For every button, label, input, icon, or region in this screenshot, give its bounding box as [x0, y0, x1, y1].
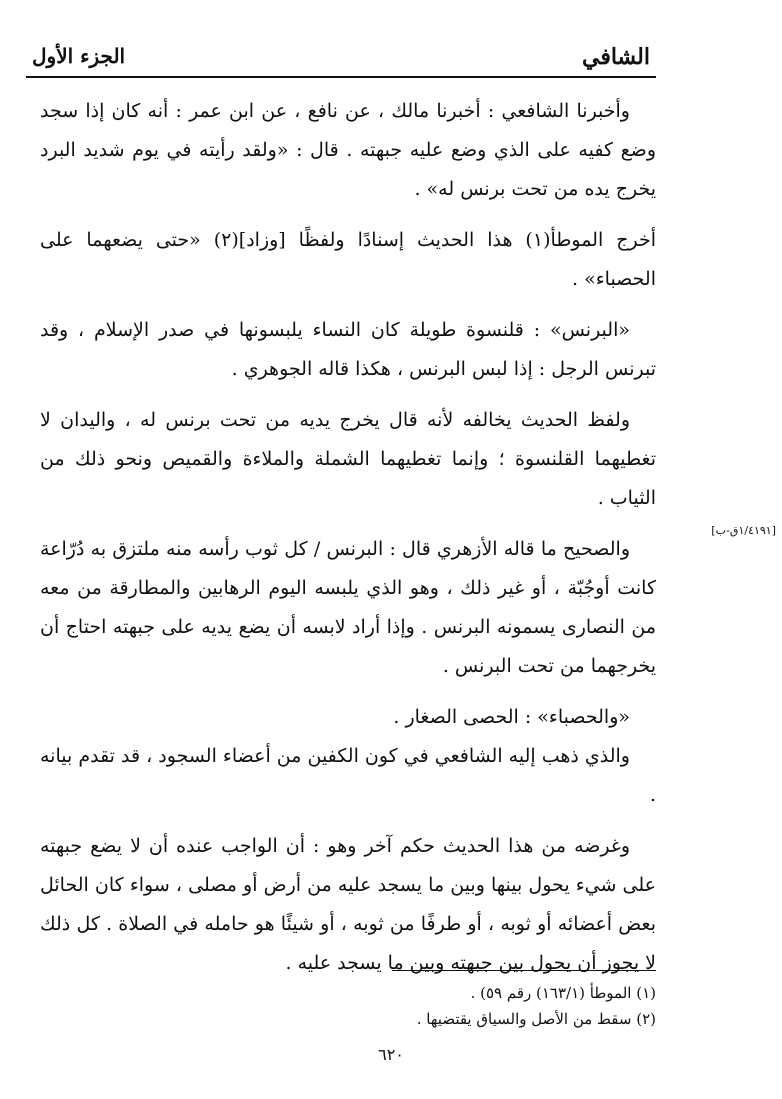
paragraph-7: والذي ذهب إليه الشافعي في كون الكفين من أعضاء السجود ، قد تقدم بيانه . — [40, 745, 656, 806]
footnotes — [40, 980, 656, 1032]
paragraph-8: وغرضه من هذا الحديث حكم آخر وهو : أن الواجب عنده أن لا يضع جبهته على شيء يحول بينها وبين ما يسجد عليه من أرض أو مصلى ، سواء كان الحائل بعض أعضائه أو ثوبه ، أو طرفًا من ثوبه ، أو شيئًا هو حامله في الصلاة . كل ذلك لا يجوز أن يحول بين جبهته وبين ما يسجد عليه . — [40, 835, 656, 974]
footnote-2: (٢) سقط من الأصل والسياق يقتضيها . — [416, 1010, 656, 1028]
paragraph-2: أخرج الموطأ(١) هذا الحديث إسنادًا ولفظًا [وزاد](٢) «حتى يضعهما على الحصباء» . — [40, 229, 656, 290]
main-text — [40, 92, 656, 995]
paragraph-3: «البرنس» : قلنسوة طويلة كان النساء يلبسونها في صدر الإسلام ، وقد تبرنس الرجل : إذا لبس البرنس ، هكذا قاله الجوهري . — [40, 319, 656, 380]
running-header — [26, 40, 656, 78]
paragraph-6: «والحصباء» : الحصى الصغار . — [393, 706, 630, 728]
paragraph-1: وأخبرنا الشافعي : أخبرنا مالك ، عن نافع ، عن ابن عمر : أنه كان إذا سجد وضع كفيه على الذي وضع عليه جبهته . قال : «ولقد رأيته في يوم شديد البرد يخرج يده من تحت برنس له» . — [40, 100, 656, 200]
footnote-1: (١) الموطأ (١٦٣/١) رقم ٥٩) . — [470, 984, 656, 1002]
paragraph-4: ولفظ الحديث يخالفه لأنه قال يخرج يديه من تحت برنس له ، واليدان لا تغطيهما القلنسوة ؛ وإنما تغطيهما الشملة والملاءة والقميص ونحو ذلك من الثياب . — [40, 409, 656, 509]
paragraph-5: والصحيح ما قاله الأزهري قال : البرنس / كل ثوب رأسه منه ملتزق به دُرّاعة كانت أوجُبّة ، أو غير ذلك ، وهو الذي يلبسه اليوم الرهابين والمطارقة من معه من النصارى يسمونه البرنس . وإذا أراد لابسه أن يضع يديه على جبهته احتاج أن يخرجهما من تحت البرنس . — [40, 538, 656, 677]
manuscript-folio-note: [١/٤١٩١ق-ب] — [711, 524, 776, 537]
header-book-title: الشافي — [582, 44, 650, 70]
page-number: ٦٢٠ — [378, 1045, 404, 1064]
footnote-rule — [392, 970, 656, 971]
header-volume: الجزء الأول — [32, 44, 126, 68]
